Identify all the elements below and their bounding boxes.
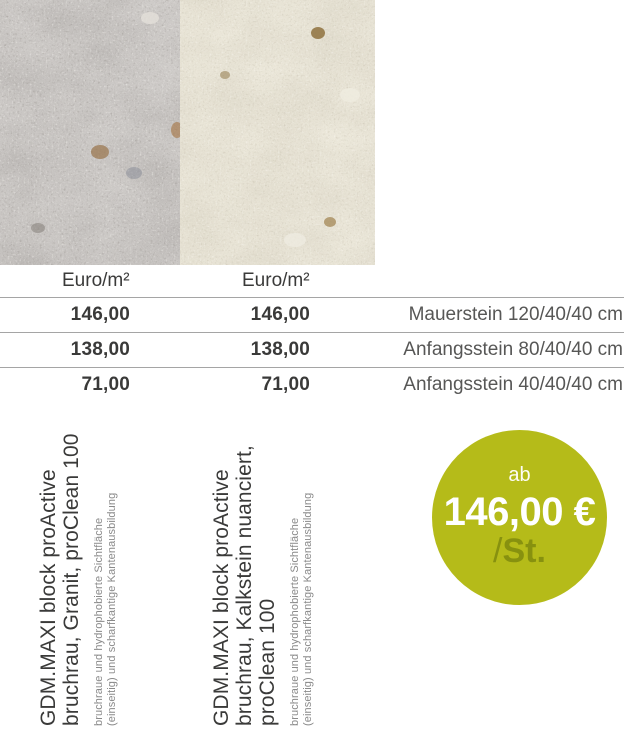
product-title bbox=[210, 426, 279, 726]
price-column-header-granit: Euro/m² bbox=[62, 270, 130, 291]
product-dimension-label: Anfangsstein 40/40/40 cm bbox=[403, 374, 623, 395]
product-title-line: GDM.MAXI block proActive bbox=[37, 469, 60, 726]
granite-texture-image bbox=[0, 0, 183, 265]
price-granit: 146,00 bbox=[70, 304, 130, 325]
product-title bbox=[37, 426, 83, 726]
price-kalkstein: 146,00 bbox=[250, 304, 310, 325]
price-kalkstein: 138,00 bbox=[250, 339, 310, 360]
product-texture-photos bbox=[0, 0, 375, 265]
table-row bbox=[0, 297, 624, 332]
table-row bbox=[0, 367, 624, 402]
price-badge-unit bbox=[493, 533, 546, 570]
product-subtitle-line: (einseitig) und scharfkantige Kantenausbildung bbox=[302, 492, 314, 726]
product-label-granit bbox=[37, 426, 119, 726]
product-subtitle-line: (einseitig) und scharfkantige Kantenausbildung bbox=[106, 492, 118, 726]
price-table-header bbox=[0, 265, 624, 297]
product-subtitle-line: bruchraue und hydrophobierte Sichtfläche bbox=[289, 517, 301, 726]
product-title-line: bruchrau, Granit, proClean 100 bbox=[60, 433, 83, 726]
limestone-texture-image bbox=[180, 0, 375, 265]
price-badge-unit-slash: / bbox=[493, 531, 503, 570]
price-column-header-kalkstein: Euro/m² bbox=[242, 270, 310, 291]
product-subtitle bbox=[289, 426, 315, 726]
price-badge-amount: 146,00 € bbox=[443, 489, 596, 534]
price-granit: 138,00 bbox=[70, 339, 130, 360]
product-title-line: bruchrau, Kalkstein nuanciert, bbox=[233, 445, 256, 726]
product-dimension-label: Mauerstein 120/40/40 cm bbox=[408, 304, 623, 325]
price-kalkstein: 71,00 bbox=[261, 374, 310, 395]
product-dimension-label: Anfangsstein 80/40/40 cm bbox=[403, 339, 623, 360]
price-badge-prefix: ab bbox=[508, 463, 531, 486]
price-table bbox=[0, 265, 624, 402]
table-row bbox=[0, 332, 624, 367]
price-badge-unit-text: St. bbox=[502, 531, 546, 570]
product-label-kalkstein bbox=[210, 426, 315, 726]
price-granit: 71,00 bbox=[81, 374, 130, 395]
product-title-line: proClean 100 bbox=[256, 598, 279, 726]
product-title-line: GDM.MAXI block proActive bbox=[210, 469, 233, 726]
product-subtitle-line: bruchraue und hydrophobierte Sichtfläche bbox=[93, 517, 105, 726]
price-badge bbox=[432, 430, 607, 605]
product-subtitle bbox=[93, 426, 119, 726]
